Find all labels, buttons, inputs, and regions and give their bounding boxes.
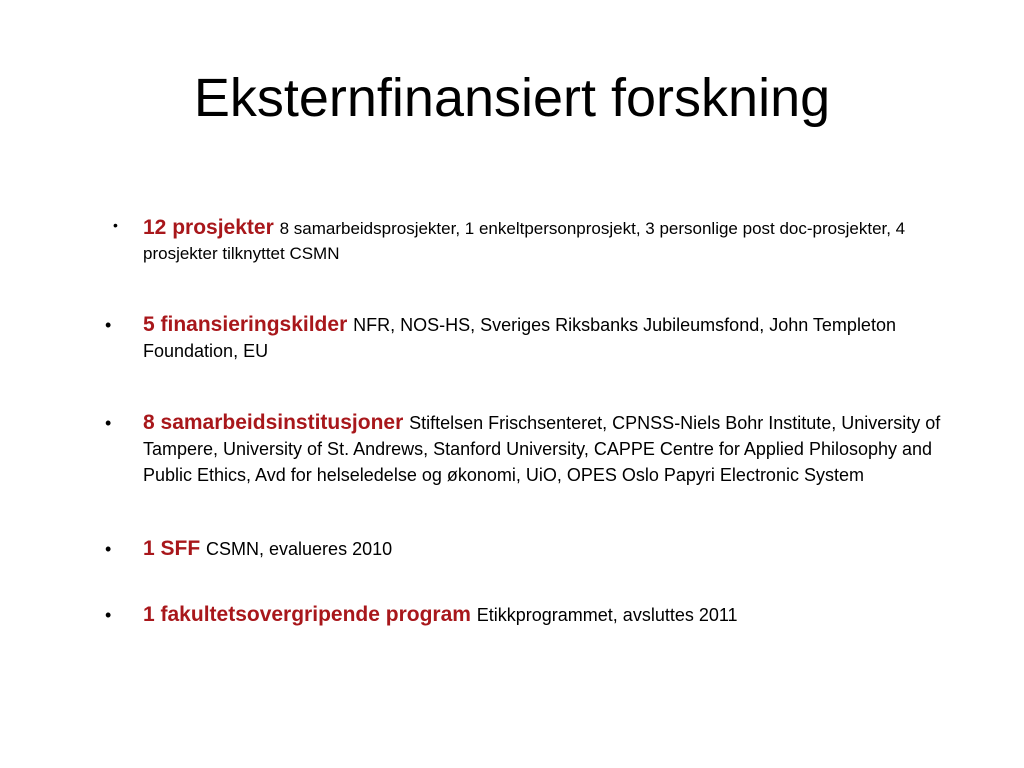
bullet-text: Stiftelsen Frischsenteret, CPNSS-Niels Bohr Institute, University of Tampere, University of St. Andrews, Stanford University, CAPPE Centre for Applied Philosophy and Public Ethics, Avd for helseledelse og økonomi, UiO, OPES Oslo Papyri Electronic System xyxy=(143,413,941,485)
bullet-icon: • xyxy=(105,315,112,335)
bullet-icon: • xyxy=(113,217,118,233)
slide-title: Eksternfinansiert forskning xyxy=(193,68,831,128)
bullet-icon: • xyxy=(105,539,112,559)
bullet-text: Etikkprogrammet, avsluttes 2011 xyxy=(476,605,738,625)
bullet-text: 8 samarbeidsprosjekter, 1 enkeltpersonprosjekt, 3 personlige post doc-prosjekter, 4 prosjekter tilknyttet CSMN xyxy=(143,219,906,263)
bullet-label: 1 SFF xyxy=(143,537,207,560)
bullet-item xyxy=(105,603,965,629)
bullet-item xyxy=(105,313,965,365)
bullet-list xyxy=(105,216,965,629)
bullet-icon: • xyxy=(105,605,112,625)
bullet-item xyxy=(105,537,965,563)
bullet-item xyxy=(105,216,965,267)
bullet-text: NFR, NOS-HS, Sveriges Riksbanks Jubileumsfond, John Templeton Foundation, EU xyxy=(143,315,896,361)
bullet-label: 1 fakultetsovergripende program xyxy=(143,603,477,626)
bullet-item xyxy=(105,411,965,489)
bullet-label: 8 samarbeidsinstitusjoner xyxy=(143,411,410,434)
bullet-text: CSMN, evalueres 2010 xyxy=(206,539,393,559)
bullet-label: 5 finansieringskilder xyxy=(143,313,354,336)
bullet-label: 12 prosjekter xyxy=(143,216,280,239)
bullet-icon: • xyxy=(105,413,112,433)
